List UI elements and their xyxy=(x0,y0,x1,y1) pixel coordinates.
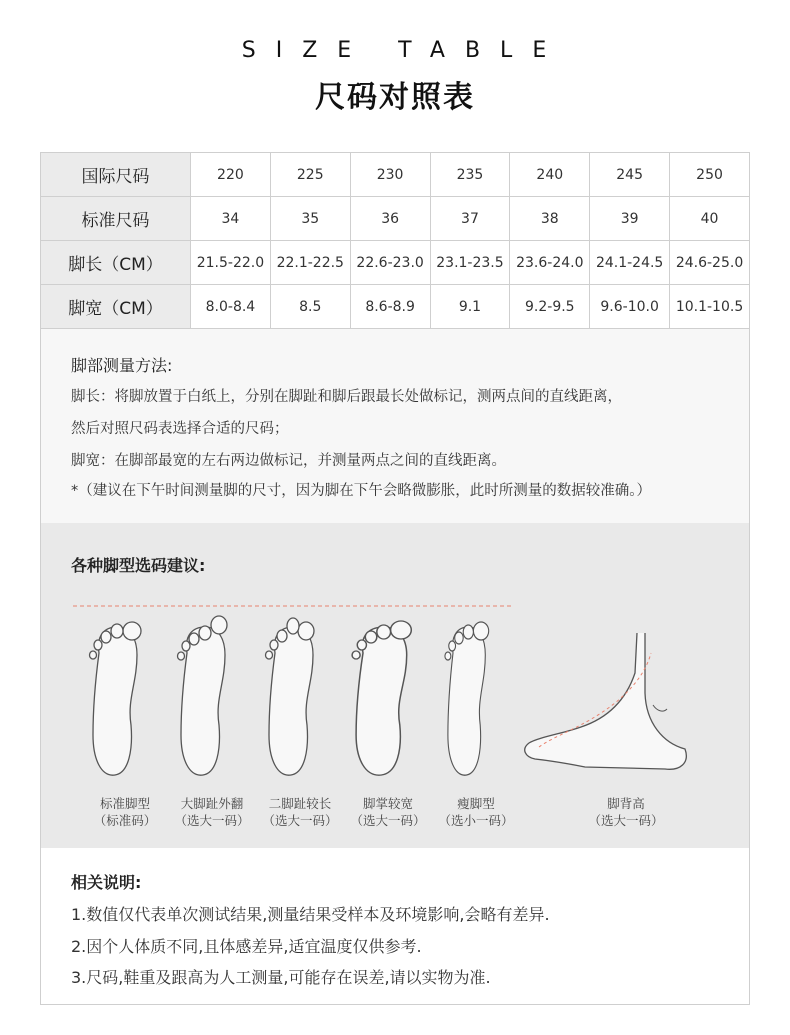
table-cell: 9.6-10.0 xyxy=(590,285,670,329)
table-cell: 38 xyxy=(510,197,590,241)
table-cell: 235 xyxy=(430,153,510,197)
table-cell: 34 xyxy=(191,197,271,241)
table-cell: 225 xyxy=(270,153,350,197)
table-cell: 36 xyxy=(350,197,430,241)
foot-type-advice: （选大一码） xyxy=(588,813,664,828)
row-header: 脚长（CM） xyxy=(41,241,191,285)
measure-line: 脚长：将脚放置于白纸上，分别在脚趾和脚后跟最长处做标记，测两点间的直线距离， xyxy=(71,389,622,405)
notes-line: 3.尺码,鞋重及跟高为人工测量,可能存在误差,请以实物为准. xyxy=(71,968,491,987)
table-cell: 9.2-9.5 xyxy=(510,285,590,329)
table-cell: 23.6-24.0 xyxy=(510,241,590,285)
table-cell: 24.1-24.5 xyxy=(590,241,670,285)
notes-line: 1.数值仅代表单次测试结果,测量结果受样本及环境影响,会略有差异. xyxy=(71,905,550,924)
foot-standard-icon xyxy=(90,622,142,775)
foot-type-caption xyxy=(167,795,257,829)
table-cell: 22.1-22.5 xyxy=(270,241,350,285)
table-cell: 8.6-8.9 xyxy=(350,285,430,329)
table-cell: 240 xyxy=(510,153,590,197)
table-cell: 39 xyxy=(590,197,670,241)
table-cell: 37 xyxy=(430,197,510,241)
foot-slim-icon xyxy=(445,622,489,775)
row-header: 脚宽（CM） xyxy=(41,285,191,329)
table-row xyxy=(41,153,750,197)
foot-type-advice: （选大一码） xyxy=(262,813,338,828)
table-cell: 245 xyxy=(590,153,670,197)
table-cell: 23.1-23.5 xyxy=(430,241,510,285)
measure-line: *（建议在下午时间测量脚的尺寸，因为脚在下午会略微膨胀，此时所测量的数据较准确。） xyxy=(71,483,651,499)
foot-type-caption xyxy=(343,795,433,829)
table-cell: 9.1 xyxy=(430,285,510,329)
foot-type-name: 标准脚型 xyxy=(99,796,150,811)
table-cell: 220 xyxy=(191,153,271,197)
foot-bunion-icon xyxy=(178,616,228,775)
table-cell: 21.5-22.0 xyxy=(191,241,271,285)
table-row xyxy=(41,241,750,285)
title-english: SIZE TABLE xyxy=(241,38,567,63)
foot-type-section xyxy=(40,523,750,849)
table-cell: 250 xyxy=(670,153,750,197)
foot-long-second-toe-icon xyxy=(266,618,315,775)
foot-type-advice: （选大一码） xyxy=(350,813,426,828)
table-cell: 24.6-25.0 xyxy=(670,241,750,285)
foot-type-caption xyxy=(255,795,345,829)
foot-illustrations xyxy=(41,593,749,793)
size-table xyxy=(40,152,750,329)
foot-type-caption xyxy=(581,795,671,829)
row-header: 国际尺码 xyxy=(41,153,191,197)
foot-type-advice: （选小一码） xyxy=(438,813,514,828)
foot-type-caption xyxy=(85,795,165,829)
foot-type-name: 脚背高 xyxy=(607,796,645,811)
table-cell: 8.0-8.4 xyxy=(191,285,271,329)
measure-heading: 脚部测量方法: xyxy=(71,356,173,375)
table-cell: 8.5 xyxy=(270,285,350,329)
notes-section xyxy=(40,848,750,1005)
foot-type-advice: （选大一码） xyxy=(174,813,250,828)
foot-type-name: 脚掌较宽 xyxy=(362,796,413,811)
table-row xyxy=(41,285,750,329)
foot-type-name: 二脚趾较长 xyxy=(268,796,332,811)
table-row xyxy=(41,197,750,241)
foot-high-instep-icon xyxy=(525,633,687,769)
table-cell: 22.6-23.0 xyxy=(350,241,430,285)
row-header: 标准尺码 xyxy=(41,197,191,241)
notes-heading: 相关说明: xyxy=(71,873,142,892)
table-cell: 40 xyxy=(670,197,750,241)
measure-method-section xyxy=(40,329,750,524)
foot-type-heading: 各种脚型选码建议: xyxy=(71,556,206,575)
measure-line: 然后对照尺码表选择合适的尺码； xyxy=(71,421,289,437)
notes-line: 2.因个人体质不同,且体感差异,适宜温度仅供参考. xyxy=(71,937,422,956)
table-cell: 35 xyxy=(270,197,350,241)
title-chinese: 尺码对照表 xyxy=(315,80,475,115)
foot-type-name: 瘦脚型 xyxy=(457,796,495,811)
table-cell: 230 xyxy=(350,153,430,197)
foot-type-advice: （标准码） xyxy=(93,813,157,828)
table-cell: 10.1-10.5 xyxy=(670,285,750,329)
foot-type-name: 大脚趾外翻 xyxy=(180,796,244,811)
measure-line: 脚宽：在脚部最宽的左右两边做标记，并测量两点之间的直线距离。 xyxy=(71,453,506,469)
foot-wide-icon xyxy=(352,621,411,775)
foot-type-caption xyxy=(431,795,521,829)
